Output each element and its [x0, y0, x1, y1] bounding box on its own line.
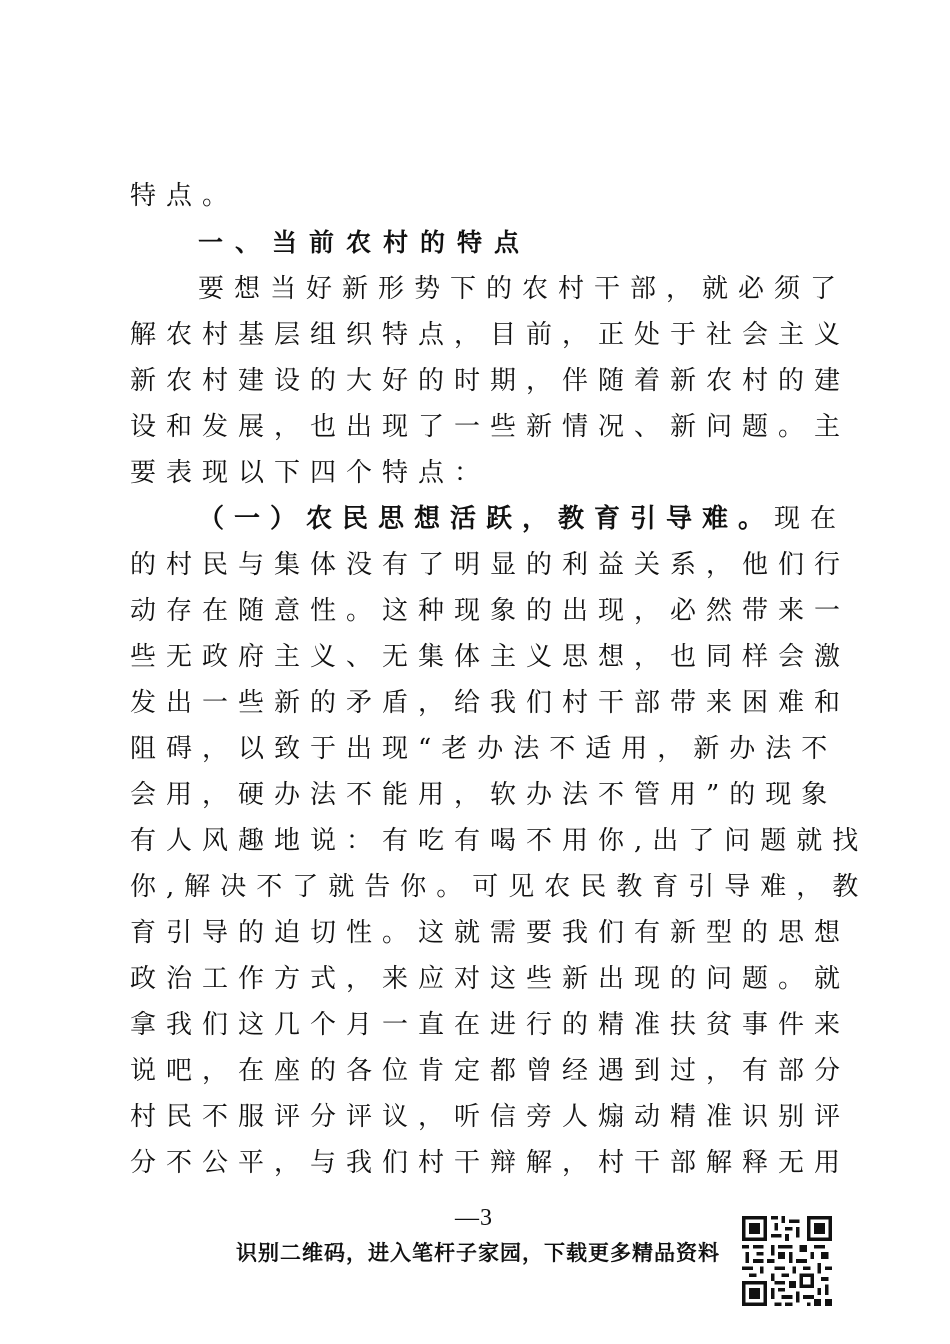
paragraph-line: 发出一些新的矛盾，给我们村干部带来困难和 — [130, 688, 851, 718]
paragraph-line: 会用，硬办法不能用，软办法不管用”的现象 — [130, 780, 838, 810]
subheading-bold-text: （一）农民思想活跃，教育引导难。 — [198, 504, 775, 534]
qr-code-image[interactable] — [742, 1216, 832, 1306]
paragraph-line: 说吧，在座的各位肯定都曾经遇到过，有部分 — [130, 1056, 851, 1086]
subheading-rest-text: 现在 — [774, 504, 847, 534]
paragraph-line: 有人风趣地说：有吃有喝不用你,出了问题就找 — [130, 826, 869, 856]
subheading-line — [198, 502, 847, 536]
paragraph-line: 育引导的迫切性。这就需要我们有新型的思想 — [130, 918, 851, 948]
paragraph-line: 动存在随意性。这种现象的出现，必然带来一 — [130, 596, 851, 626]
footer-promo-text: 识别二维码，进入笔杆子家园，下载更多精品资料 — [236, 1240, 720, 1265]
paragraph-line: 新农村建设的大好的时期，伴随着新农村的建 — [130, 366, 851, 396]
paragraph-line: 村民不服评分评议，听信旁人煽动精准识别评 — [130, 1102, 851, 1132]
paragraph-line: 些无政府主义、无集体主义思想，也同样会激 — [130, 642, 851, 672]
section-heading: 一、当前农村的特点 — [198, 228, 532, 257]
paragraph-line: 的村民与集体没有了明显的利益关系，他们行 — [130, 550, 851, 580]
paragraph-line: 解农村基层组织特点，目前，正处于社会主义 — [130, 320, 851, 350]
paragraph-line: 你,解决不了就告你。可见农民教育引导难，教 — [130, 872, 869, 902]
paragraph-line: 要想当好新形势下的农村干部，就必须了 — [198, 274, 847, 304]
page-number: —3 — [455, 1205, 493, 1231]
paragraph-line: 政治工作方式，来应对这些新出现的问题。就 — [130, 964, 851, 994]
paragraph-line: 分不公平，与我们村干辩解，村干部解释无用 — [130, 1148, 851, 1178]
paragraph-line: 设和发展，也出现了一些新情况、新问题。主 — [130, 412, 851, 442]
paragraph-line: 要表现以下四个特点： — [130, 458, 491, 488]
paragraph-continuation: 特点。 — [130, 181, 239, 211]
paragraph-line: 拿我们这几个月一直在进行的精准扶贫事件来 — [130, 1010, 851, 1040]
paragraph-line: 阻碍，以致于出现“老办法不适用，新办法不 — [130, 734, 838, 764]
